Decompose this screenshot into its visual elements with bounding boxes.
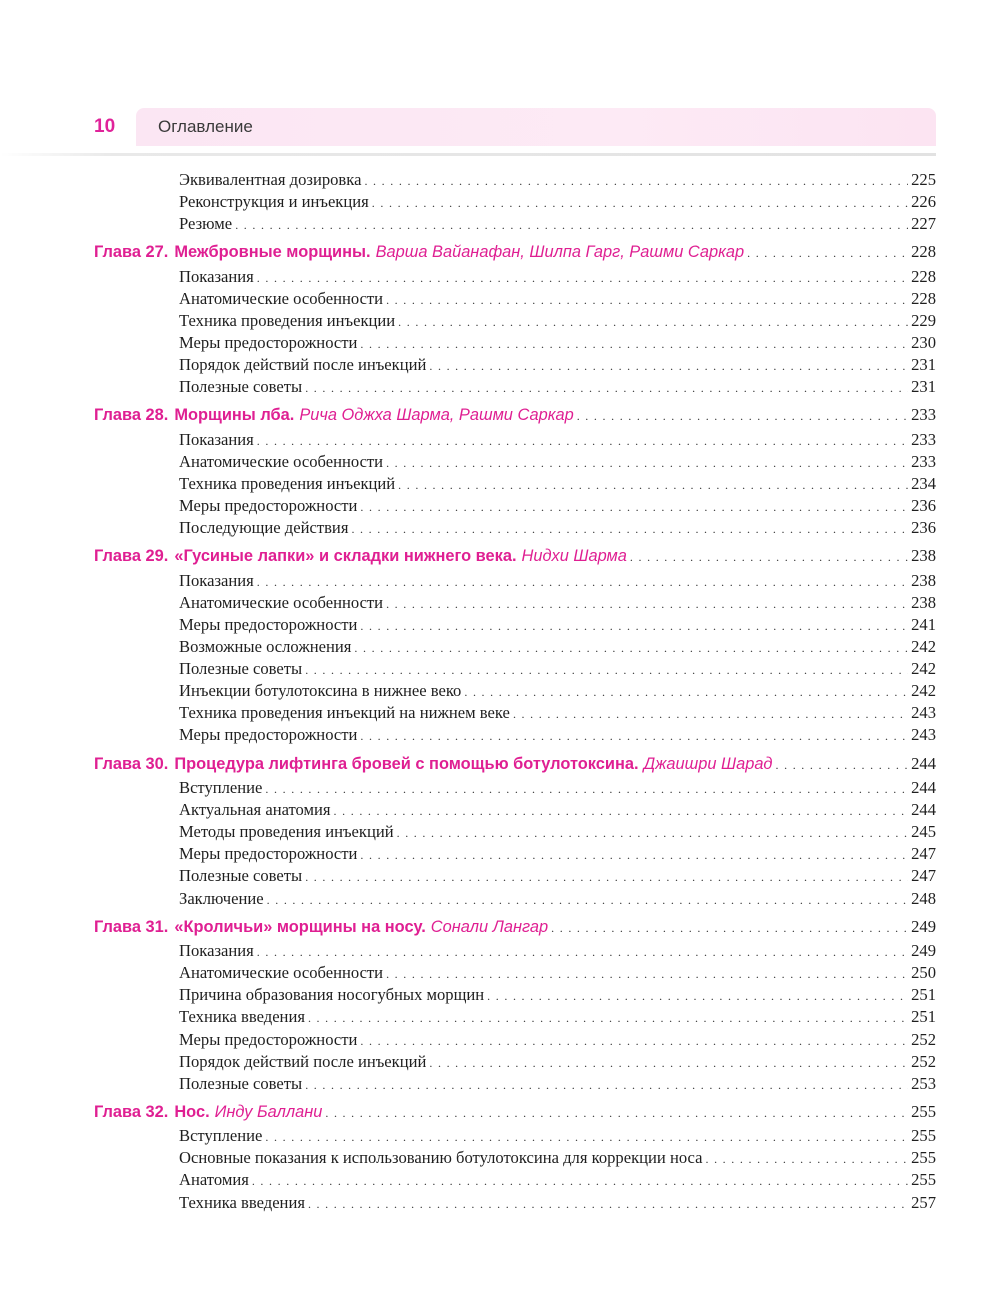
chapter-title: «Гусиные лапки» и складки нижнего века. (174, 547, 517, 566)
dot-leader (386, 452, 908, 474)
page-reference: 244 (911, 753, 936, 773)
dot-leader (386, 289, 908, 311)
dot-leader (551, 915, 908, 942)
page-reference: 227 (911, 214, 936, 234)
toc-section-row[interactable] (94, 888, 936, 910)
page-reference: 247 (911, 866, 936, 886)
toc-section-row[interactable] (94, 843, 936, 865)
section-title: Порядок действий после инъекций (179, 1051, 427, 1071)
chapter-title: Межбровные морщины. (174, 243, 371, 262)
page-header (0, 104, 1000, 156)
section-title: Реконструкция и инъекция (179, 192, 369, 212)
toc-section-row[interactable] (94, 1169, 936, 1191)
section-title: Меры предосторожности (179, 333, 358, 353)
section-title: Вступление (179, 1126, 263, 1146)
toc-chapter-row[interactable] (94, 914, 936, 941)
page-reference: 252 (911, 1051, 936, 1071)
page-reference: 248 (911, 888, 936, 908)
toc-section-row[interactable] (94, 288, 936, 310)
section-title: Полезные советы (179, 377, 303, 397)
section-title: Причина образования носогубных морщин (179, 985, 485, 1005)
section-title: Показания (179, 941, 254, 961)
page-reference: 242 (911, 681, 936, 701)
page-reference: 249 (911, 916, 936, 936)
chapter-title: Процедура лифтинга бровей с помощью ботулотоксина. (174, 754, 639, 773)
toc-section-row[interactable] (94, 570, 936, 592)
toc-section-row[interactable] (94, 429, 936, 451)
toc-section-row[interactable] (94, 1125, 936, 1147)
toc-section-row[interactable] (94, 517, 936, 539)
section-title: Эквивалентная дозировка (179, 170, 362, 189)
toc-section-row[interactable] (94, 1073, 936, 1095)
dot-leader (360, 1030, 908, 1052)
section-title: Техника проведения инъекций (179, 474, 396, 494)
toc-section-row[interactable] (94, 680, 936, 702)
dot-leader (235, 214, 908, 236)
page-reference: 255 (911, 1148, 936, 1168)
section-title: Актуальная анатомия (179, 800, 331, 820)
section-title: Техника проведения инъекции (179, 310, 396, 330)
toc-section-row[interactable] (94, 332, 936, 354)
section-title: Методы проведения инъекций (179, 822, 394, 842)
toc-section-row[interactable] (94, 191, 936, 213)
dot-leader (360, 844, 908, 866)
toc-section-row[interactable] (94, 266, 936, 288)
section-title: Техника проведения инъекций на нижнем веке (179, 703, 510, 723)
dot-leader (308, 1007, 908, 1029)
dot-leader (464, 681, 908, 703)
dot-leader (325, 1100, 908, 1127)
section-title: Анатомические особенности (179, 592, 384, 612)
table-of-contents (94, 169, 936, 1214)
section-title: Последующие действия (179, 518, 349, 538)
dot-leader (487, 985, 908, 1007)
section-title: Основные показания к использованию ботулотоксина для коррекции носа (179, 1148, 703, 1168)
section-title: Анатомические особенности (179, 451, 384, 471)
dot-leader (305, 659, 908, 681)
page-reference: 238 (911, 570, 936, 590)
dot-leader (360, 615, 908, 637)
toc-chapter-row[interactable] (94, 543, 936, 570)
dot-leader (308, 1193, 908, 1215)
toc-chapter-row[interactable] (94, 402, 936, 429)
header-band (136, 108, 936, 146)
chapter-title: Морщины лба. (174, 406, 295, 425)
page-reference: 252 (911, 1029, 936, 1049)
toc-section-row[interactable] (94, 799, 936, 821)
dot-leader (305, 377, 908, 399)
toc-section-row[interactable] (94, 962, 936, 984)
toc-section-row[interactable] (94, 310, 936, 332)
dot-leader (257, 571, 908, 593)
dot-leader (354, 637, 908, 659)
page-reference: 251 (911, 985, 936, 1005)
page-reference: 230 (911, 333, 936, 353)
chapter-number: Глава 30. (94, 754, 169, 773)
page-reference: 247 (911, 844, 936, 864)
chapter-title: «Кроличьи» морщины на носу. (174, 917, 426, 936)
dot-leader (386, 593, 908, 615)
toc-section-row[interactable] (94, 777, 936, 799)
chapter-authors: Рича Оджха Шарма, Рашми Саркар (299, 406, 574, 425)
chapter-authors: Сонали Лангар (430, 917, 549, 936)
page-reference: 228 (911, 266, 936, 286)
page-reference: 233 (911, 429, 936, 449)
toc-section-row[interactable] (94, 169, 936, 191)
section-title: Показания (179, 429, 254, 449)
dot-leader (267, 889, 908, 911)
page-reference: 251 (911, 1007, 936, 1027)
dot-leader (577, 403, 908, 430)
toc-section-row[interactable] (94, 213, 936, 235)
section-title: Анатомические особенности (179, 963, 384, 983)
dot-leader (252, 1170, 908, 1192)
toc-section-row[interactable] (94, 1051, 936, 1073)
header-title: Оглавление (158, 117, 253, 136)
toc-section-row[interactable] (94, 658, 936, 680)
page-reference: 233 (911, 451, 936, 471)
page-reference: 228 (911, 288, 936, 308)
chapter-heading (94, 239, 744, 266)
dot-leader (386, 963, 908, 985)
page-reference: 255 (911, 1126, 936, 1146)
page-reference: 242 (911, 637, 936, 657)
dot-leader (265, 778, 908, 800)
toc-section-row[interactable] (94, 984, 936, 1006)
section-title: Заключение (179, 888, 264, 908)
toc-section-row[interactable] (94, 702, 936, 724)
toc-section-row[interactable] (94, 636, 936, 658)
chapter-heading (94, 751, 773, 778)
section-title: Инъекции ботулотоксина в нижнее веко (179, 681, 462, 701)
chapter-authors: Варша Вайанафан, Шилпа Гарг, Рашми Саркар (375, 243, 745, 262)
dot-leader (398, 311, 908, 333)
toc-section-row[interactable] (94, 821, 936, 843)
page-reference: 234 (911, 474, 936, 494)
section-title: Меры предосторожности (179, 496, 358, 516)
toc-section-row[interactable] (94, 451, 936, 473)
dot-leader (513, 703, 908, 725)
section-title: Меры предосторожности (179, 615, 358, 634)
chapter-title: Нос. (174, 1102, 210, 1121)
page-reference: 243 (911, 703, 936, 723)
page-reference: 241 (911, 615, 936, 634)
page-reference: 233 (911, 405, 936, 425)
chapter-heading (94, 543, 627, 570)
dot-leader (257, 941, 908, 963)
toc-chapter-row[interactable] (94, 751, 936, 778)
dot-leader (305, 866, 908, 888)
chapter-authors: Джаишри Шарад (643, 754, 773, 773)
toc-section-row[interactable] (94, 354, 936, 376)
page-reference: 228 (911, 242, 936, 262)
section-title: Вступление (179, 778, 263, 798)
page-reference: 249 (911, 941, 936, 961)
page-reference: 236 (911, 518, 936, 538)
toc-section-row[interactable] (94, 1147, 936, 1169)
dot-leader (398, 474, 908, 496)
dot-leader (776, 752, 909, 779)
dot-leader (397, 822, 909, 844)
chapter-number: Глава 28. (94, 406, 169, 425)
section-title: Возможные осложнения (179, 637, 352, 657)
chapter-heading (94, 914, 548, 941)
dot-leader (360, 333, 908, 355)
section-title: Полезные советы (179, 1073, 303, 1093)
page-reference: 231 (911, 355, 936, 375)
dot-leader (265, 1126, 908, 1148)
page-reference: 255 (911, 1101, 936, 1121)
dot-leader (334, 800, 909, 822)
section-title: Техника введения (179, 1192, 305, 1212)
toc-section-row[interactable] (94, 376, 936, 398)
page-reference: 243 (911, 725, 936, 745)
section-title: Анатомия (179, 1170, 249, 1190)
section-title: Меры предосторожности (179, 1029, 358, 1049)
chapter-authors: Инду Баллани (214, 1102, 323, 1121)
page-reference: 253 (911, 1073, 936, 1093)
dot-leader (257, 430, 908, 452)
dot-leader (705, 1148, 908, 1170)
page-reference: 226 (911, 192, 936, 212)
toc-section-row[interactable] (94, 1006, 936, 1028)
page-number: 10 (94, 116, 116, 137)
toc-section-row[interactable] (94, 1029, 936, 1051)
dot-leader (351, 518, 908, 540)
section-title: Меры предосторожности (179, 725, 358, 745)
page-reference: 238 (911, 546, 936, 566)
toc-section-row[interactable] (94, 940, 936, 962)
page-reference: 242 (911, 659, 936, 679)
toc-section-row[interactable] (94, 1192, 936, 1214)
toc-section-row[interactable] (94, 495, 936, 517)
section-title: Анатомические особенности (179, 288, 384, 308)
page-reference: 250 (911, 963, 936, 983)
toc-section-row[interactable] (94, 592, 936, 614)
toc-section-row[interactable] (94, 614, 936, 636)
page-reference: 231 (911, 377, 936, 397)
chapter-number: Глава 29. (94, 547, 169, 566)
dot-leader (630, 544, 908, 571)
dot-leader (429, 355, 908, 377)
page-reference: 244 (911, 800, 936, 820)
toc-section-row[interactable] (94, 724, 936, 746)
section-title: Показания (179, 266, 254, 286)
page-reference: 244 (911, 778, 936, 798)
page-reference: 229 (911, 310, 936, 330)
toc-section-row[interactable] (94, 865, 936, 887)
chapter-number: Глава 31. (94, 917, 169, 936)
page-reference: 236 (911, 496, 936, 516)
page-reference: 257 (911, 1192, 936, 1212)
dot-leader (360, 725, 908, 747)
page-reference: 238 (911, 592, 936, 612)
dot-leader (747, 240, 908, 267)
dot-leader (429, 1052, 908, 1074)
chapter-authors: Нидхи Шарма (521, 547, 627, 566)
section-title: Порядок действий после инъекций (179, 355, 427, 375)
header-divider (0, 153, 936, 156)
chapter-heading (94, 1099, 322, 1126)
dot-leader (364, 170, 908, 192)
toc-chapter-row[interactable] (94, 239, 936, 266)
section-title: Показания (179, 570, 254, 590)
chapter-heading (94, 402, 574, 429)
chapter-number: Глава 32. (94, 1102, 169, 1121)
section-title: Полезные советы (179, 659, 303, 679)
page-reference: 245 (911, 822, 936, 842)
dot-leader (360, 496, 908, 518)
page-reference: 225 (911, 170, 936, 189)
dot-leader (257, 267, 908, 289)
section-title: Полезные советы (179, 866, 303, 886)
section-title: Техника введения (179, 1007, 305, 1027)
toc-section-row[interactable] (94, 473, 936, 495)
chapter-number: Глава 27. (94, 243, 169, 262)
section-title: Меры предосторожности (179, 844, 358, 864)
page-reference: 255 (911, 1170, 936, 1190)
dot-leader (305, 1074, 908, 1096)
section-title: Резюме (179, 214, 233, 234)
toc-chapter-row[interactable] (94, 1099, 936, 1126)
dot-leader (372, 192, 908, 214)
